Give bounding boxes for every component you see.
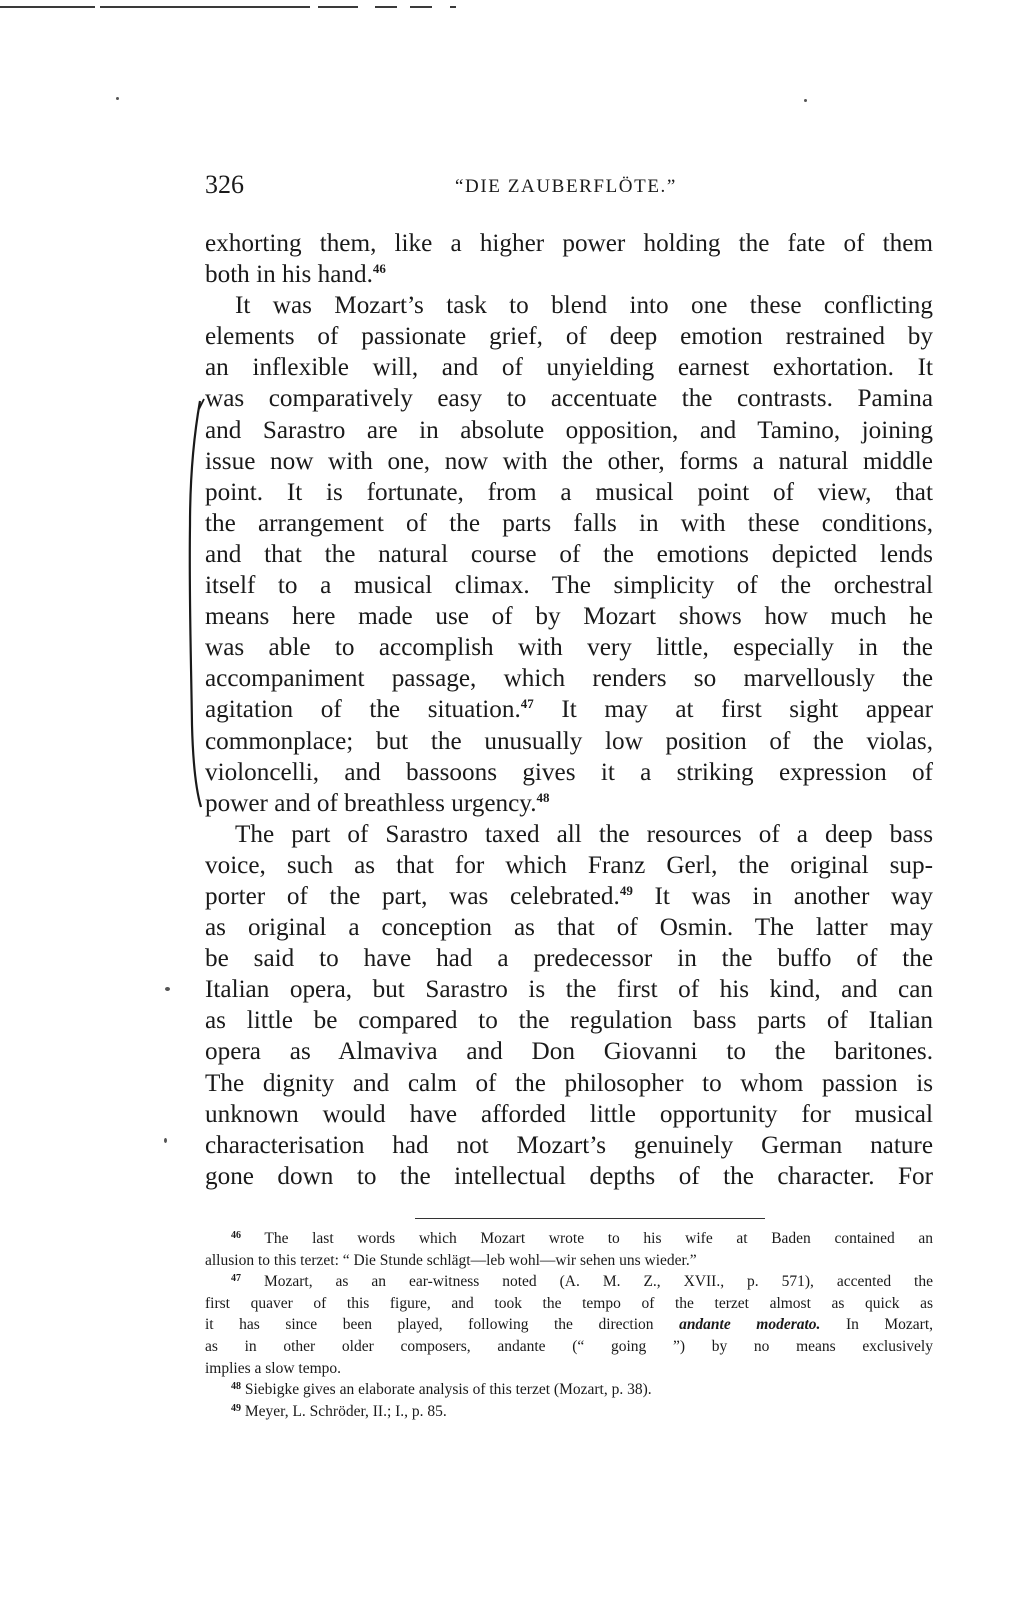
text-line [205,912,933,943]
text-line [205,259,933,290]
line-text: be said to have had a predecessor in the buffo of the [205,945,933,973]
line-text-continued: It may at first sight appear [533,696,934,724]
line-text: an inflexible will, and of unyielding earnest exhortation. It [205,354,933,382]
footnote-ref: 48 [536,789,550,805]
line-text: means here made use of by Mozart shows how much he [205,603,933,631]
text-line [205,290,933,321]
text-line [205,446,933,477]
footnote-line [205,1358,933,1380]
line-text: itself to a musical climax. The simplicity of the orchestral [205,572,933,600]
line-text: unknown would have afforded little opportunity for musical [205,1100,933,1128]
line-text: issue now with one, now with the other, forms a natural middle [205,447,933,475]
line-text: The dignity and calm of the philosopher to whom passion is [205,1069,933,1097]
page-number: 326 [205,170,244,199]
text-line [205,726,933,757]
line-text: commonplace; but the unusually low position of the violas, [205,727,933,755]
line-text: was comparatively easy to accentuate the contrasts. Pamina [205,385,933,413]
text-line [205,757,933,788]
line-text: as little be compared to the regulation bass parts of Italian [205,1007,933,1035]
line-text: power and of breathless urgency. [205,789,537,817]
page-header [205,170,935,210]
line-text: as original a conception as that of Osmin. The latter may [205,914,933,942]
footnote-line [205,1228,933,1250]
footnote-number: 49 [231,1402,241,1414]
footnote-line [205,1379,933,1401]
text-line [205,415,933,446]
footnote-line [205,1401,933,1423]
body-text [205,228,933,1192]
text-line [205,1005,933,1036]
footnote-ref: 47 [520,696,534,712]
text-line [205,663,933,694]
text-line [205,570,933,601]
footnote-text-continued: In Mozart, [820,1316,934,1334]
text-line [205,1161,933,1192]
text-line [205,819,933,850]
text-line [205,539,933,570]
footnote-text: implies a slow tempo. [205,1359,342,1377]
text-line [205,974,933,1005]
line-text: the arrangement of the parts falls in with these conditions, [205,509,933,537]
text-line [205,943,933,974]
text-line [205,383,933,414]
line-text: voice, such as that for which Franz Gerl, the original sup- [205,851,933,879]
line-text: point. It is fortunate, from a musical point of view, that [205,478,933,506]
footnote-number: 48 [231,1381,241,1393]
text-line [205,1130,933,1161]
scan-speck [116,97,119,100]
footnote-number: 47 [231,1273,241,1285]
line-text: and Sarastro are in absolute opposition, and Tamino, joining [205,416,933,444]
line-text: agitation of the situation. [205,696,521,724]
line-text: gone down to the intellectual depths of the character. For [205,1162,933,1190]
line-text-continued: It was in another way [632,882,933,910]
footnote-ref: 49 [619,882,633,898]
line-text: exhorting them, like a higher power holding the fate of them [205,230,933,257]
footnote-text: allusion to this terzet: “ Die Stunde schlägt—leb wohl—wir sehen uns wieder.” [205,1251,697,1269]
text-line [205,508,933,539]
text-line [205,694,933,725]
line-text: opera as Almaviva and Don Giovanni to the baritones. [205,1038,933,1066]
footnote-line [205,1271,933,1293]
line-text: It was Mozart’s task to blend into one these conflicting [235,292,933,320]
text-line [205,1099,933,1130]
footnote-text: The last words which Mozart wrote to his wife at Baden contained an [241,1230,933,1247]
text-line [205,632,933,663]
footnote-line [205,1336,933,1358]
footnote-number: 46 [231,1230,241,1241]
text-line [205,477,933,508]
text-line [205,850,933,881]
text-line [205,601,933,632]
footnote-text: first quaver of this figure, and took the tempo of the terzet almost as quick as [205,1294,933,1312]
text-line [205,788,933,819]
text-line [205,1068,933,1099]
line-text: and that the natural course of the emotions depicted lends [205,540,933,568]
footnote-text: Siebigke gives an elaborate analysis of this terzet (Mozart, p. 38). [241,1381,652,1399]
scan-speck [165,987,170,991]
footnote-text: Meyer, L. Schröder, II.; I., p. 85. [241,1402,447,1420]
line-text: both in his hand. [205,261,373,289]
line-text: porter of the part, was celebrated. [205,882,620,910]
footnote-text: it has since been played, following the direction [205,1316,680,1334]
footnote-ref: 46 [372,261,386,277]
footnote-line [205,1250,933,1272]
text-line [205,1036,933,1067]
line-text: was able to accomplish with very little, especially in the [205,634,933,662]
footnote-rule [415,1218,765,1219]
footnote-text: as in other older composers, andante (“ going ”) by no means exclusively [205,1337,933,1355]
scan-speck [164,1138,167,1143]
text-line [205,881,933,912]
line-text: characterisation had not Mozart’s genuinely German nature [205,1131,933,1159]
footnote-text: Mozart, as an ear-witness noted (A. M. Z., XVII., p. 571), accented the [241,1273,933,1291]
running-title: “DIE ZAUBERFLÖTE.” [455,176,677,197]
footnote-line [205,1314,933,1336]
line-text: accompaniment passage, which renders so marvellously the [205,665,933,693]
line-text: elements of passionate grief, of deep emotion restrained by [205,323,933,351]
text-line [205,321,933,352]
line-text: The part of Sarastro taxed all the resources of a deep bass [235,820,933,848]
footnotes [205,1228,933,1422]
scan-speck [804,99,807,102]
scan-edge-artifact [0,6,470,11]
footnote-line [205,1293,933,1315]
line-text: violoncelli, and bassoons gives it a striking expression of [205,758,933,786]
text-line [205,228,933,259]
footnote-emphasis: andante moderato. [679,1316,821,1334]
line-text: Italian opera, but Sarastro is the first of his kind, and can [205,976,933,1004]
text-line [205,352,933,383]
